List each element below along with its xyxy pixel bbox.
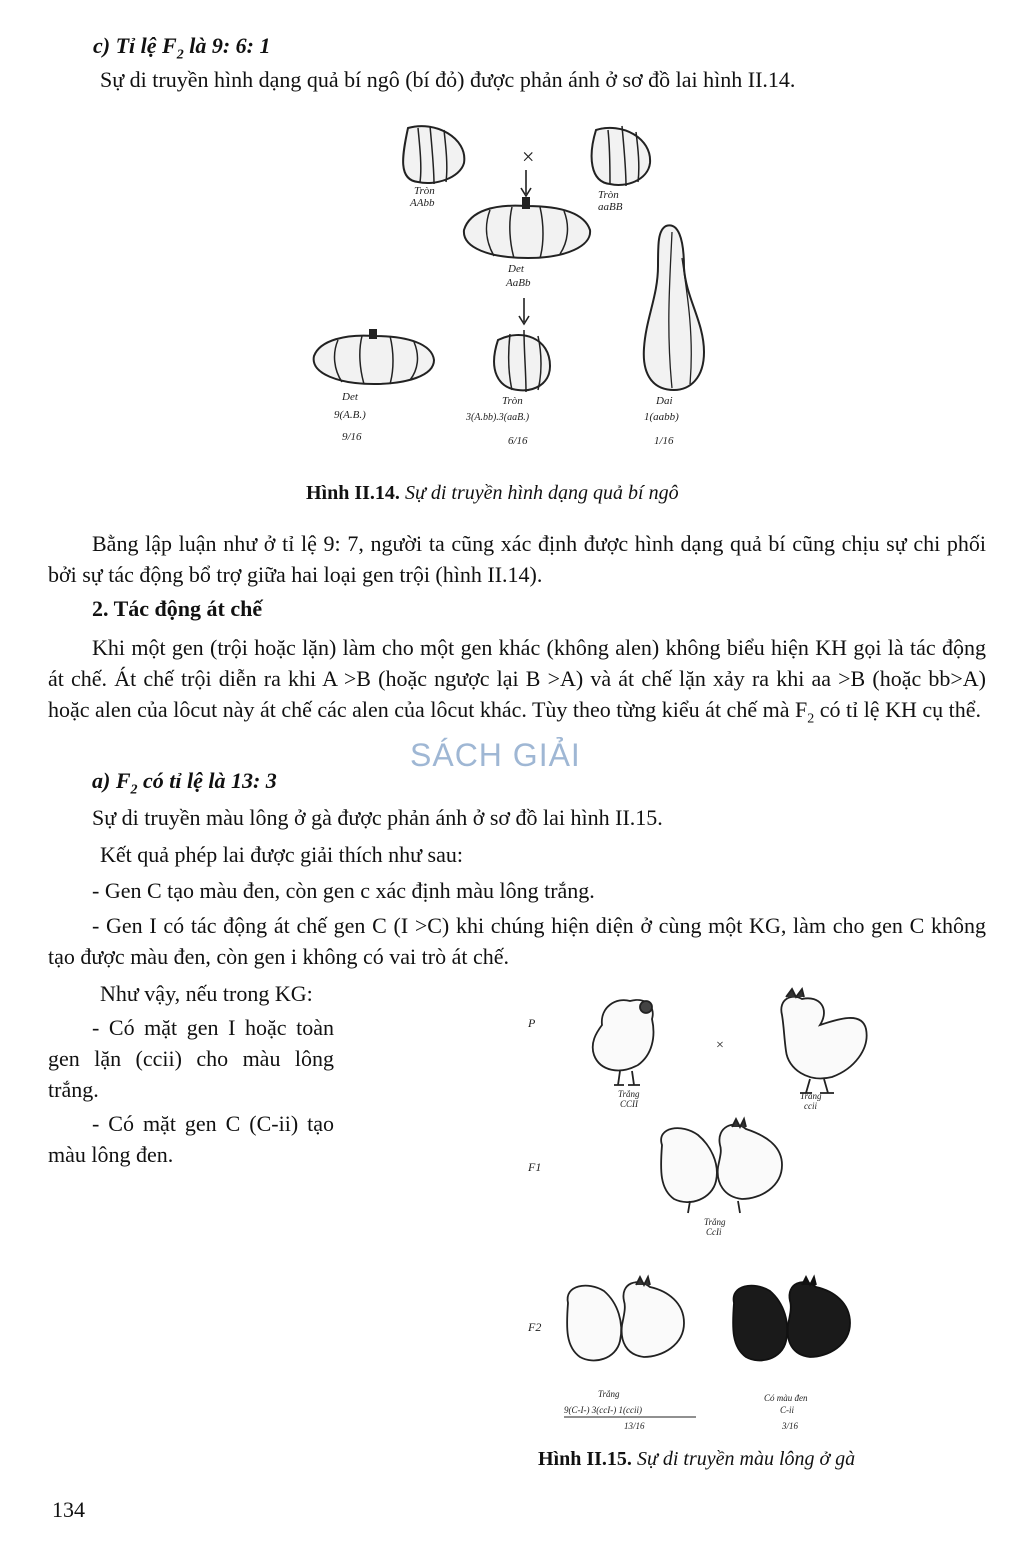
pumpkin-parent2-drawing [592, 126, 650, 186]
paragraph-6: - Gen I có tác động át chế gen C (I >C) khi chúng hiện diện ở cùng một KG, làm cho gen C không tạo được màu đen, còn gen i không có vai trò át chế. [48, 913, 986, 969]
section-a-prefix: a) F [92, 768, 131, 793]
caption-15-label: Hình II.15. [538, 1448, 632, 1470]
f2-white-pair-drawing [567, 1277, 684, 1360]
paragraph-2 [48, 632, 986, 734]
rooster-p2-drawing [781, 989, 866, 1093]
f2-black-pair-drawing [733, 1277, 850, 1360]
pumpkin-f1-drawing [464, 198, 590, 258]
f1-chick-line1: Trắng [704, 1217, 726, 1227]
section-a-sub: 2 [130, 782, 138, 798]
parent1-line1: Tròn [414, 185, 435, 197]
section-c-intro: Sự di truyền hình dạng quả bí ngô (bí đỏ) được phản ánh ở sơ đồ lai hình II.14. [100, 67, 796, 92]
paragraph-2-sub: 2 [807, 711, 815, 727]
figure-caption-15 [538, 1444, 855, 1475]
f2c-line1: Dai [656, 395, 673, 407]
paragraph-2-text: Khi một gen (trội hoặc lặn) làm cho một gen khác (không alen) không biểu hiện KH gọi là tác động át chế. Át chế trội diễn ra khi A >B (hoặc ngược lại B >A) và át chế lặn xảy ra khi aa >B (hoặc bb>A) hoặc alen của lôcut này át chế các alen của lôcut khác. Tùy theo từng kiểu át chế mà F [48, 635, 986, 722]
hen-p1-drawing [593, 1000, 654, 1085]
f1-chick-line2: CcIi [706, 1227, 722, 1237]
section-c-sub: 2 [176, 47, 184, 63]
pumpkin-cross: × [522, 144, 535, 169]
f2-black-ratio: 3/16 [782, 1421, 799, 1431]
paragraph-8: - Có mặt gen I hoặc toàn gen lặn (ccii) cho màu lông trắng. [48, 1015, 334, 1102]
paragraph-9: - Có mặt gen C (C-ii) tạo màu lông đen. [48, 1111, 334, 1167]
f1-pair-drawing [661, 1119, 782, 1213]
paragraph-7: Như vậy, nếu trong KG: [100, 981, 313, 1006]
p-label: P [528, 1016, 536, 1030]
caption-15-text: Sự di truyền màu lông ở gà [636, 1448, 856, 1470]
arrow-down-icon [519, 298, 529, 324]
f2c-ratio: 1/16 [654, 435, 674, 447]
chicken-cross: × [716, 1038, 724, 1053]
paragraph-2-end: có tỉ lệ KH cụ thể. [814, 697, 981, 722]
f2-white-line2: 9(C-I-) 3(ccI-) 1(ccii) [564, 1405, 642, 1415]
section-c-prefix: c) Tỉ lệ F [93, 33, 177, 58]
heading-2: 2. Tác động át chế [92, 596, 263, 621]
pumpkin-figure [300, 108, 730, 463]
paragraph-3: Sự di truyền màu lông ở gà được phản ánh ở sơ đồ lai hình II.15. [92, 805, 663, 830]
figure-caption-14 [306, 478, 679, 509]
pumpkin-f2-long-drawing [644, 225, 704, 390]
watermark-text: SÁCH GIẢI [410, 737, 581, 773]
f1-label: F1 [528, 1160, 542, 1174]
f2-black-line1: Có màu đen [764, 1393, 808, 1403]
f2-label: F2 [528, 1320, 542, 1334]
f2c-line2: 1(aabb) [644, 411, 679, 423]
section-c-suffix: là 9: 6: 1 [183, 33, 271, 58]
parent2-line2: aaBB [598, 201, 623, 213]
section-a-suffix: có tỉ lệ là 13: 3 [137, 768, 277, 793]
p2-line1: Trắng [800, 1091, 822, 1101]
parent1-line2: AAbb [410, 197, 435, 209]
caption-14-text: Sự di truyền hình dạng quả bí ngô [404, 482, 679, 504]
f2-white-line1: Trắng [598, 1389, 620, 1399]
pumpkin-parent1-drawing [403, 126, 464, 184]
f2b-ratio: 6/16 [508, 435, 528, 447]
paragraph-5: - Gen C tạo màu đen, còn gen c xác định màu lông trắng. [92, 878, 595, 903]
f2a-line1: Det [342, 391, 358, 403]
pumpkin-f2-flat-drawing [314, 330, 434, 384]
f2b-line1: Tròn [502, 395, 523, 407]
watermark [410, 737, 581, 773]
caption-14-label: Hình II.14. [306, 482, 400, 504]
f2a-line2: 9(A.B.) [334, 409, 366, 421]
f2a-ratio: 9/16 [342, 431, 362, 443]
p1-line1: Trắng [618, 1089, 640, 1099]
f2b-line2: 3(A.bb).3(aaB.) [466, 412, 530, 423]
p2-line2: ccii [804, 1101, 817, 1111]
arrow-down-icon [521, 170, 531, 196]
f1-line1: Det [508, 263, 524, 275]
chicken-figure [520, 985, 900, 1440]
p1-line2: CCII [620, 1099, 638, 1109]
f1-line2: AaBb [506, 277, 531, 289]
page-number: 134 [52, 1497, 85, 1522]
f2-black-line2: C-ii [780, 1405, 795, 1415]
paragraph-1: Bằng lập luận như ở tỉ lệ 9: 7, người ta cũng xác định được hình dạng quả bí cũng chịu sự chi phối bởi sự tác động bổ trợ giữa hai loại gen trội (hình II.14). [48, 531, 986, 587]
section-a-heading [92, 765, 277, 805]
f2-white-ratio: 13/16 [624, 1421, 645, 1431]
paragraph-4: Kết quả phép lai được giải thích như sau: [100, 842, 463, 867]
pumpkin-f2-round-drawing [494, 330, 550, 392]
parent2-line1: Tròn [598, 189, 619, 201]
